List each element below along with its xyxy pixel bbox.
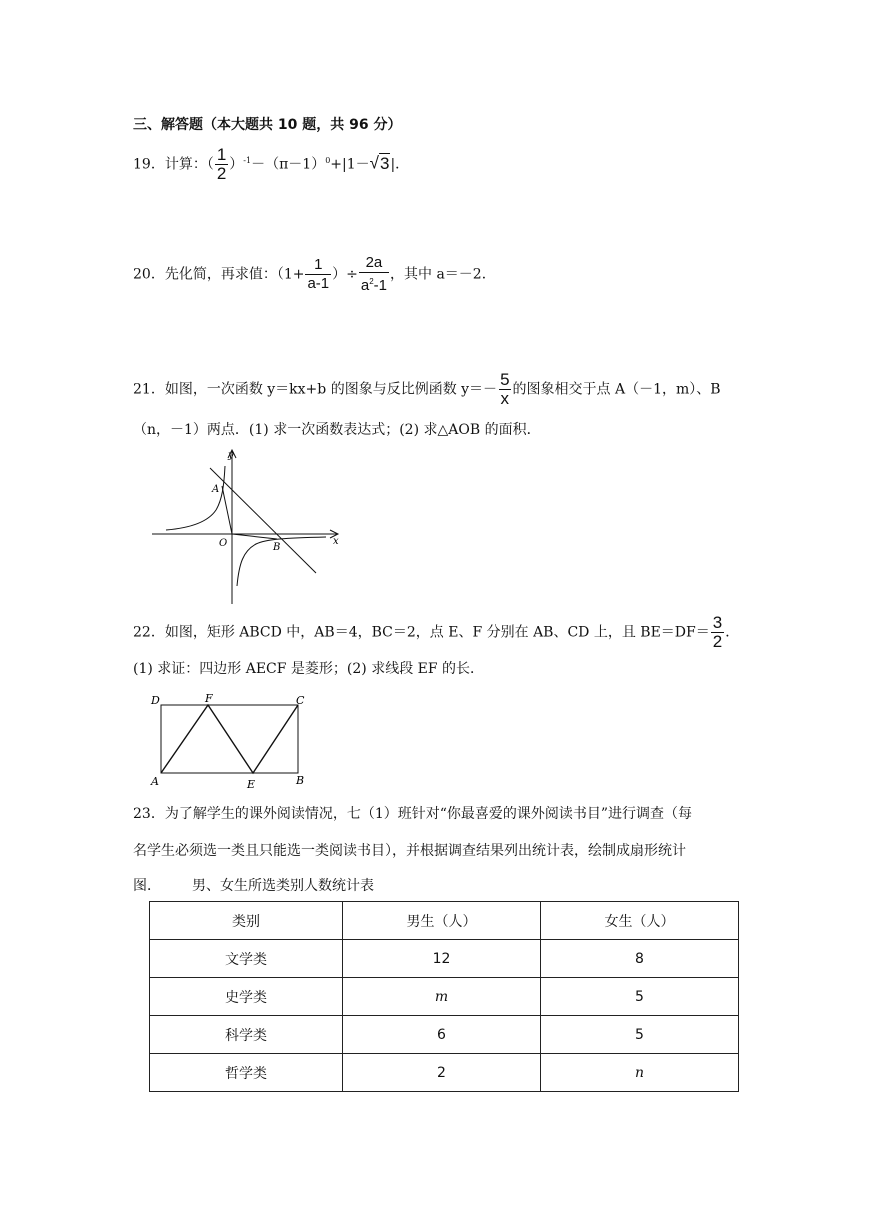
q22-fraction xyxy=(711,614,724,651)
q21-line2: （n，－1）两点．(1) 求一次函数表达式；(2) 求△AOB 的面积． xyxy=(133,422,541,438)
table-cell: n xyxy=(541,1054,739,1092)
q19-end: |． xyxy=(390,156,410,173)
segment-AO xyxy=(222,486,232,534)
q21-suffix: 的图象相交于点 A（－1，m）、B xyxy=(512,381,721,398)
q21-fraction xyxy=(498,371,511,408)
label-F: F xyxy=(205,692,213,705)
q19-prefix: 19．计算：（ xyxy=(133,156,214,173)
section-heading: 三、解答题（本大题共 10 题，共 96 分） xyxy=(133,117,402,133)
q22-rectangle-figure xyxy=(146,690,316,792)
table-header-cell: 男生（人） xyxy=(343,902,541,940)
q22-frac-num: 3 xyxy=(712,613,723,632)
label-y: y xyxy=(228,450,234,461)
table-cell: 5 xyxy=(541,978,739,1016)
label-E: E xyxy=(247,778,256,791)
table-header-cell: 类别 xyxy=(150,902,343,940)
table-cell: 5 xyxy=(541,1016,739,1054)
q19-frac-num: 1 xyxy=(216,145,227,164)
q20-f1-den: a-1 xyxy=(307,275,330,292)
q23-table-caption: 男、女生所选类别人数统计表 xyxy=(192,878,374,894)
statistics-table xyxy=(149,901,739,1092)
table-cell: 8 xyxy=(541,940,739,978)
q19-exp1: -1 xyxy=(243,155,252,165)
q19-sqrt: √3 xyxy=(369,153,390,173)
q20-fraction-1 xyxy=(305,256,331,293)
linear-function-line xyxy=(210,468,316,573)
q21-graph-figure xyxy=(146,446,356,606)
table-cell: m xyxy=(343,978,541,1016)
q21-prefix: 21．如图，一次函数 y＝kx+b 的图象与反比例函数 y＝－ xyxy=(133,381,498,398)
label-A: A xyxy=(151,775,159,788)
table-row xyxy=(150,940,739,978)
segment-OB xyxy=(232,534,277,539)
rectangle-ABCD xyxy=(161,705,298,773)
q22-frac-den: 2 xyxy=(712,632,723,651)
rhombus-sides xyxy=(161,705,298,773)
q20-f2-den-tail: -1 xyxy=(373,277,388,294)
q22-suffix: ． xyxy=(725,624,740,641)
q23-line2: 名学生必须选一类且只能选一类阅读书目），并根据调查结果列出统计表，绘制成扇形统计 xyxy=(133,843,686,859)
q22-line2: (1) 求证：四边形 AECF 是菱形；(2) 求线段 EF 的长． xyxy=(133,661,485,677)
q20-f2-num: 2a xyxy=(365,254,383,271)
q20-f2-den-base: a xyxy=(360,277,370,294)
table-header-row xyxy=(150,902,739,940)
label-O: O xyxy=(219,538,228,549)
table-row xyxy=(150,1054,739,1092)
table-row xyxy=(150,978,739,1016)
label-B: B xyxy=(296,774,305,787)
q19-mid: －（π－1） xyxy=(251,156,326,173)
q21-frac-num: 5 xyxy=(500,370,510,389)
label-B: B xyxy=(273,542,281,553)
q21-frac-den: x xyxy=(500,389,510,408)
question-22 xyxy=(133,614,739,651)
label-D: D xyxy=(151,694,160,707)
question-20 xyxy=(133,254,496,295)
question-21 xyxy=(133,371,721,408)
q19-fraction xyxy=(215,146,228,183)
hyperbola-branch-right xyxy=(237,537,326,586)
q20-fraction-2 xyxy=(359,254,389,295)
q20-prefix: 20．先化简，再求值：（1+ xyxy=(133,266,305,283)
q20-f2-den-exp: 2 xyxy=(369,277,374,286)
table-cell: 2 xyxy=(343,1054,541,1092)
q23-line3-a: 图． xyxy=(133,878,161,894)
q20-f1-num: 1 xyxy=(314,256,323,273)
table-cell: 哲学类 xyxy=(150,1054,343,1092)
q19-exp2: 0 xyxy=(325,155,331,165)
hyperbola-branch-left xyxy=(166,466,225,530)
q19-abs-open: +|1－ xyxy=(330,156,370,173)
table-cell: 12 xyxy=(343,940,541,978)
table-row xyxy=(150,1016,739,1054)
table-header-cell: 女生（人） xyxy=(541,902,739,940)
label-C: C xyxy=(296,694,305,707)
table-cell: 科学类 xyxy=(150,1016,343,1054)
q22-prefix: 22．如图，矩形 ABCD 中，AB＝4，BC＝2，点 E、F 分别在 AB、CD 上，且 BE＝DF＝ xyxy=(133,624,710,641)
q20-mid: ）÷ xyxy=(332,266,358,283)
label-A: A xyxy=(212,484,220,495)
q23-line1: 23．为了解学生的课外阅读情况，七（1）班针对“你最喜爱的课外阅读书目”进行调查（每 xyxy=(133,806,693,822)
question-19: 19．计算：（ $\frac{1}{2}$ ）$^{-1}-(\pi-1)^0+|1-√3|$． xyxy=(133,145,410,183)
q20-suffix: ，其中 a＝－2． xyxy=(390,266,496,283)
label-x: x xyxy=(333,536,339,547)
q20-f2-den xyxy=(359,272,389,295)
table-cell: 6 xyxy=(343,1016,541,1054)
table-cell: 文学类 xyxy=(150,940,343,978)
table-cell: 史学类 xyxy=(150,978,343,1016)
q19-frac-den: 2 xyxy=(216,164,227,183)
q19-sqrt-val: 3 xyxy=(380,153,390,173)
